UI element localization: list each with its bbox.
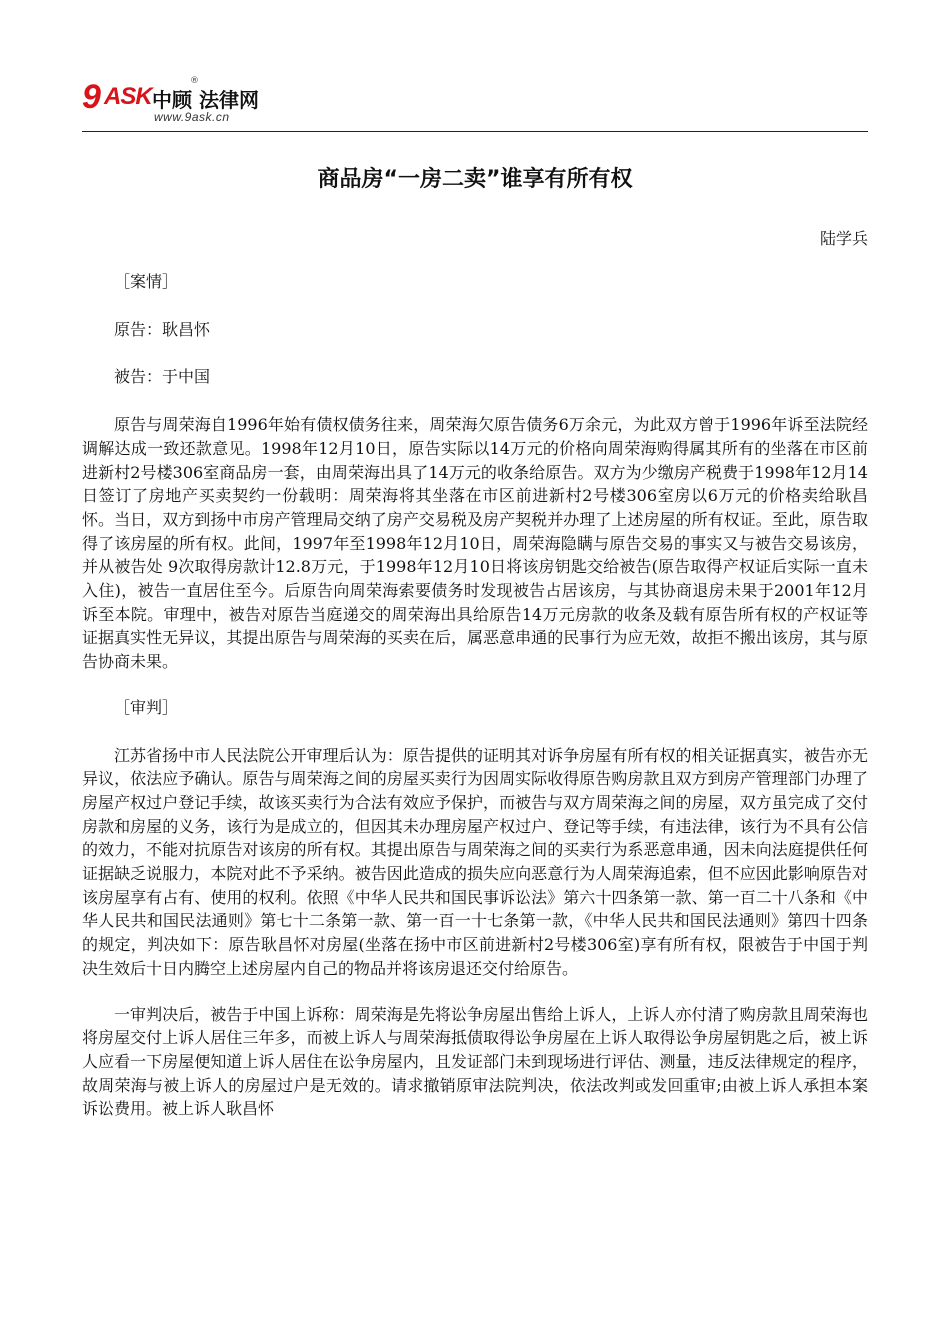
appeal-paragraph: 一审判决后，被告于中国上诉称：周荣海是先将讼争房屋出售给上诉人，上诉人亦付清了购房款且周荣海也将房屋交付上诉人居住三年多，而被上诉人与周荣海抵债取得讼争房屋在上诉人取得讼争房屋钥匙之后，被上诉人应看一下房屋便知道上诉人居住在讼争房屋内，且发证部门未到现场进行评估、测量，违反法律规定的程序，故周荣海与被上诉人的房屋过户是无效的。请求撤销原审法院判决，依法改判或发回重审;由被上诉人承担本案诉讼费用。被上诉人耿昌怀 xyxy=(82,1004,868,1119)
plaintiff-line: 原告：耿昌怀 xyxy=(114,319,211,339)
site-header xyxy=(82,68,868,132)
page-title: 商品房“一房二卖”谁享有所有权 xyxy=(317,167,633,192)
judgment-paragraph: 江苏省扬中市人民法院公开审理后认为：原告提供的证明其对诉争房屋有所有权的相关证据真实，被告亦无异议，依法应予确认。原告与周荣海之间的房屋买卖行为因周实际收得原告购房款且双方到房产管理部门办理了房屋产权过户登记手续，故该买卖行为合法有效应予保护，而被告与双方周荣海之间的房屋，双方虽完成了交付房款和房屋的义务，该行为是成立的，但因其未办理房屋产权过户、登记等手续，有违法律，该行为不具有公信的效力，不能对抗原告对该房的所有权。其提出原告与周荣海之间的买卖行为系恶意串通，因未向法庭提供任何证据缺乏说服力，本院对此不予采纳。被告因此造成的损失应向恶意行为人周荣海追索，但不应因此影响原告对该房屋享有占有、使用的权利。依照《中华人民共和国民事诉讼法》第六十四条第一款、第一百二十八条和《中华人民共和国民法通则》第七十二条第一款、第一百一十七条第一款，《中华人民共和国民法通则》第四十四条的规定，判决如下：原告耿昌怀对房屋(坐落在扬中市区前进新村2号楼306室)享有所有权，限被告于中国于判决生效后十日内腾空上述房屋内自己的物品并将该房退还交付给原告。 xyxy=(82,745,868,978)
article-body xyxy=(82,270,868,1121)
header-divider xyxy=(82,131,868,132)
section-heading-case: ［案情］ xyxy=(114,272,179,291)
case-facts-paragraph: 原告与周荣海自1996年始有债权债务往来，周荣海欠原告债务6万余元，为此双方曾于1996年诉至法院经调解达成一致还款意见。1998年12月10日，原告实际以14万元的价格向周荣海购得属其所有的坐落在市区前进新村2号楼306室商品房一套，由周荣海出具了14万元的收条给原告。双方为少缴房产税费于1998年12月14日签订了房地产买卖契约一份载明：周荣海将其坐落在市区前进新村2号楼306室房以6万元的价格卖给耿昌怀。当日，双方到扬中市房产管理局交纳了房产交易税及房产契税并办理了上述房屋的所有权证。至此，原告取得了该房屋的所有权。此间，1997年至1998年12月10日，周荣海隐瞒与原告交易的事实又与被告交易该房，并从被告处 9次取得房款计12.8万元，于1998年12月10日将该房钥匙交给被告(原告取得产权证后实际一直未入住)，被告一直居住至今。后原告向周荣海索要债务时发现被告占居该房，与其协商退房未果于2001年12月诉至本院。审理中，被告对原告当庭递交的周荣海出具给原告14万元房款的收条及载有原告所有权的产权证等证据真实性无异议，其提出原告与周荣海的买卖在后，属恶意串通的民事行为应无效，故拒不搬出该房，其与原告协商未果。 xyxy=(82,415,868,672)
site-logo[interactable] xyxy=(82,78,302,128)
section-heading-judgment: ［审判］ xyxy=(114,697,179,717)
logo-ask-text: ASK xyxy=(104,83,152,110)
registered-mark: ® xyxy=(190,76,199,86)
logo-chinese-text: 中顾 法律网 xyxy=(152,88,259,112)
author-name: 陆学兵 xyxy=(819,229,868,248)
logo-url: www.9ask.cn xyxy=(154,110,230,124)
defendant-line: 被告：于中国 xyxy=(114,367,211,387)
logo-nine: 9 xyxy=(82,78,100,116)
